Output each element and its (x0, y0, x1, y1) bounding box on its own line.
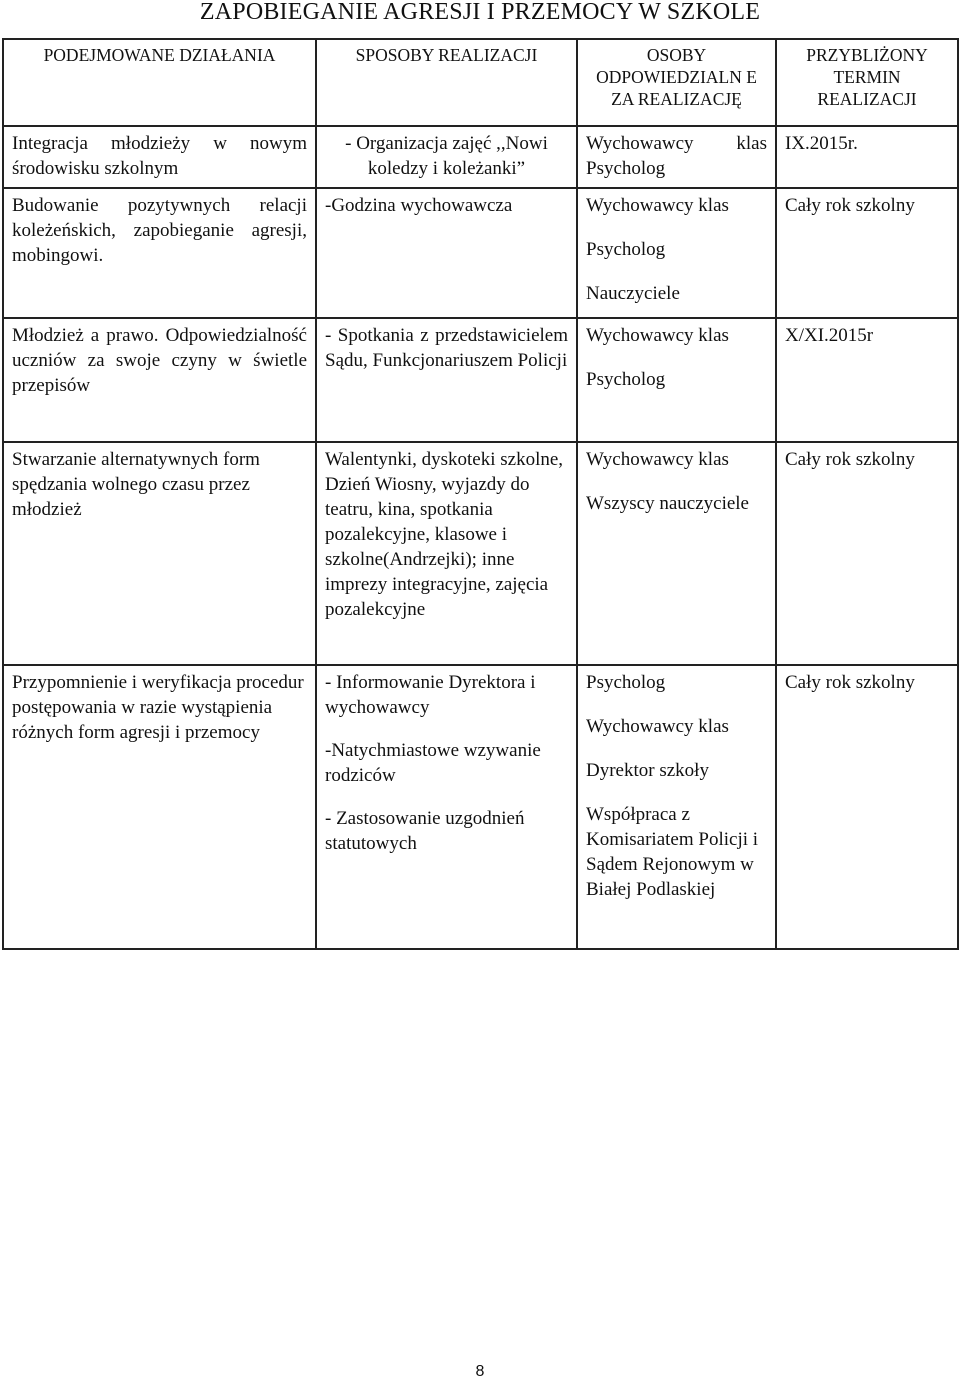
row-sposoby: - Informowanie Dyrektora i wychowawcy -Natychmiastowe wzywanie rodziców - Zastosowanie uzgodnień statutowych (316, 665, 577, 949)
row-dzialania: Młodzież a prawo. Odpowiedzialność uczniów za swoje czyny w świetle przepisów (3, 318, 316, 442)
row-osoby: Wychowawcy klas Psycholog Nauczyciele (577, 188, 776, 318)
row-termin: Cały rok szkolny (776, 442, 958, 665)
header-dzialania: PODEJMOWANE DZIAŁANIA (3, 39, 316, 126)
row-sposoby: Walentynki, dyskoteki szkolne, Dzień Wiosny, wyjazdy do teatru, kina, spotkania pozalekcyjne, klasowe i szkolne(Andrzejki); inne imprezy integracyjne, zajęcia pozalekcyjne (316, 442, 577, 665)
row-termin: IX.2015r. (776, 126, 958, 188)
page-number: 8 (475, 1363, 485, 1380)
row-sposoby: - Organizacja zajęć ,,Nowi koledzy i koleżanki” (316, 126, 577, 188)
header-sposoby: SPOSOBY REALIZACJI (316, 39, 577, 126)
table-row (3, 665, 958, 949)
row-sposoby: - Spotkania z przedstawicielem Sądu, Funkcjonariuszem Policji (316, 318, 577, 442)
actions-table (2, 38, 959, 950)
header-osoby: OSOBY ODPOWIEDZIALN E ZA REALIZACJĘ (577, 39, 776, 126)
row-osoby: Wychowawcy klas Psycholog (577, 126, 776, 188)
row-osoby: Wychowawcy klas Wszyscy nauczyciele (577, 442, 776, 665)
table-row (3, 318, 958, 442)
table-header-row (3, 39, 958, 126)
table-row (3, 442, 958, 665)
table-row (3, 126, 958, 188)
row-dzialania: Integracja młodzieży w nowym środowisku szkolnym (3, 126, 316, 188)
header-termin: PRZYBLIŻONY TERMIN REALIZACJI (776, 39, 958, 126)
row-osoby: Wychowawcy klas Psycholog (577, 318, 776, 442)
row-dzialania: Stwarzanie alternatywnych form spędzania wolnego czasu przez młodzież (3, 442, 316, 665)
row-dzialania: Przypomnienie i weryfikacja procedur postępowania w razie wystąpienia różnych form agresji i przemocy (3, 665, 316, 949)
row-sposoby: -Godzina wychowawcza (316, 188, 577, 318)
row-osoby: Psycholog Wychowawcy klas Dyrektor szkoły Współpraca z Komisariatem Policji i Sądem Rejonowym w Białej Podlaskiej (577, 665, 776, 949)
page-title: ZAPOBIEGANIE AGRESJI I PRZEMOCY W SZKOLE (199, 0, 761, 25)
row-termin: X/XI.2015r (776, 318, 958, 442)
row-dzialania: Budowanie pozytywnych relacji koleżeńskich, zapobieganie agresji, mobingowi. (3, 188, 316, 318)
row-termin: Cały rok szkolny (776, 188, 958, 318)
row-termin: Cały rok szkolny (776, 665, 958, 949)
table-row (3, 188, 958, 318)
